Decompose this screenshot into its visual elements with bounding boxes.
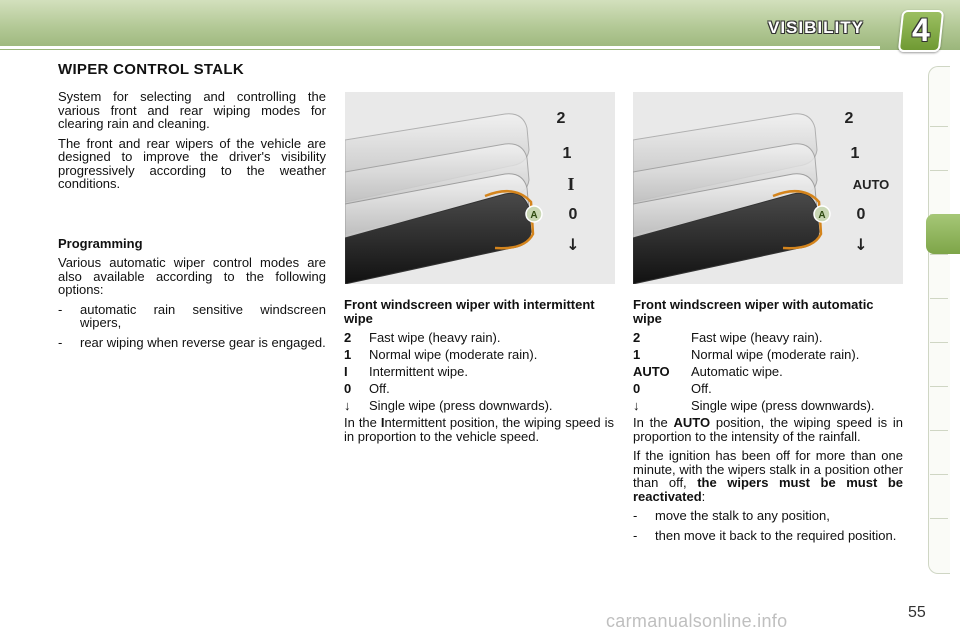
intro-paragraph: System for selecting and controlling the various front and rear wiping modes for clearing rain and cleaning. <box>58 89 326 131</box>
legend-row: ↓ Single wipe (press downwards). <box>344 398 553 413</box>
programming-text: Various automatic wiper control modes are also available according to the following options: <box>58 255 326 297</box>
tab-separator <box>930 430 948 431</box>
list-item: - automatic rain sensitive windscreen wipers, <box>58 301 326 330</box>
chapter-tabs[interactable] <box>928 66 950 574</box>
position-label: 1 <box>850 145 860 162</box>
programming-title: Programming <box>58 235 143 251</box>
programming-options <box>58 303 326 350</box>
position-label: ↓ <box>854 235 868 254</box>
legend-row: ↓ Single wipe (press downwards). <box>633 398 875 413</box>
legend-row: AUTO Automatic wipe. <box>633 364 783 379</box>
position-label: 2 <box>844 110 854 127</box>
legend-row: 2 Fast wipe (heavy rain). <box>633 330 823 345</box>
legend-row: 2 Fast wipe (heavy rain). <box>344 330 501 345</box>
tab-separator <box>930 474 948 475</box>
list-item: - then move it back to the required position. <box>633 527 897 543</box>
callout-a: A <box>818 210 826 221</box>
chapter-tab-active[interactable] <box>926 214 960 254</box>
left-column <box>58 90 326 355</box>
watermark: carmanualsonline.info <box>606 611 788 631</box>
intermittent-note: In the Intermittent position, the wiping speed is in proportion to the vehicle speed. <box>344 415 614 444</box>
position-label: ↓ <box>566 235 580 254</box>
tab-separator <box>930 298 948 299</box>
intermittent-column <box>344 298 614 449</box>
position-label: 1 <box>562 145 572 162</box>
legend-row: 0 Off. <box>344 381 390 396</box>
section-title: VISIBILITY <box>768 18 864 37</box>
chapter-number: 4 <box>912 12 930 48</box>
tab-separator <box>930 386 948 387</box>
position-label: 2 <box>556 110 566 127</box>
callout-a: A <box>530 210 538 221</box>
position-label: AUTO <box>852 177 890 192</box>
position-label: I <box>567 174 575 194</box>
tab-separator <box>930 126 948 127</box>
list-item: - rear wiping when reverse gear is engaged. <box>58 334 326 350</box>
automatic-column <box>633 298 903 548</box>
automatic-title: Front windscreen wiper with automatic wipe <box>633 297 874 326</box>
page-number: 55 <box>908 604 926 621</box>
tab-separator <box>930 342 948 343</box>
tab-separator <box>930 518 948 519</box>
legend-row: I Intermittent wipe. <box>344 364 468 379</box>
tab-separator <box>930 170 948 171</box>
legend-row: 0 Off. <box>633 381 712 396</box>
intro-paragraph: The front and rear wipers of the vehicle are designed to improve the driver's visibility progressively according to the weather conditions. <box>58 135 326 191</box>
figure-intermittent-stalk <box>345 92 615 284</box>
position-label: 0 <box>568 206 578 223</box>
intermittent-title: Front windscreen wiper with intermittent wipe <box>344 297 595 326</box>
page-heading: WIPER CONTROL STALK <box>58 61 244 78</box>
reactivation-note: If the ignition has been off for more than one minute, with the wipers stalk in a position other than off, the wipers must be must be reactivated: <box>633 448 904 504</box>
list-item: - move the stalk to any position, <box>633 508 830 523</box>
reactivation-steps <box>633 509 903 542</box>
legend-row: 1 Normal wipe (moderate rain). <box>344 347 538 362</box>
tab-separator <box>930 254 948 255</box>
automatic-note: In the AUTO position, the wiping speed is in proportion to the intensity of the rainfall. <box>633 415 903 444</box>
header-divider <box>0 46 880 49</box>
position-label: 0 <box>856 206 866 223</box>
figure-automatic-stalk <box>633 92 903 284</box>
legend-row: 1 Normal wipe (moderate rain). <box>633 347 860 362</box>
